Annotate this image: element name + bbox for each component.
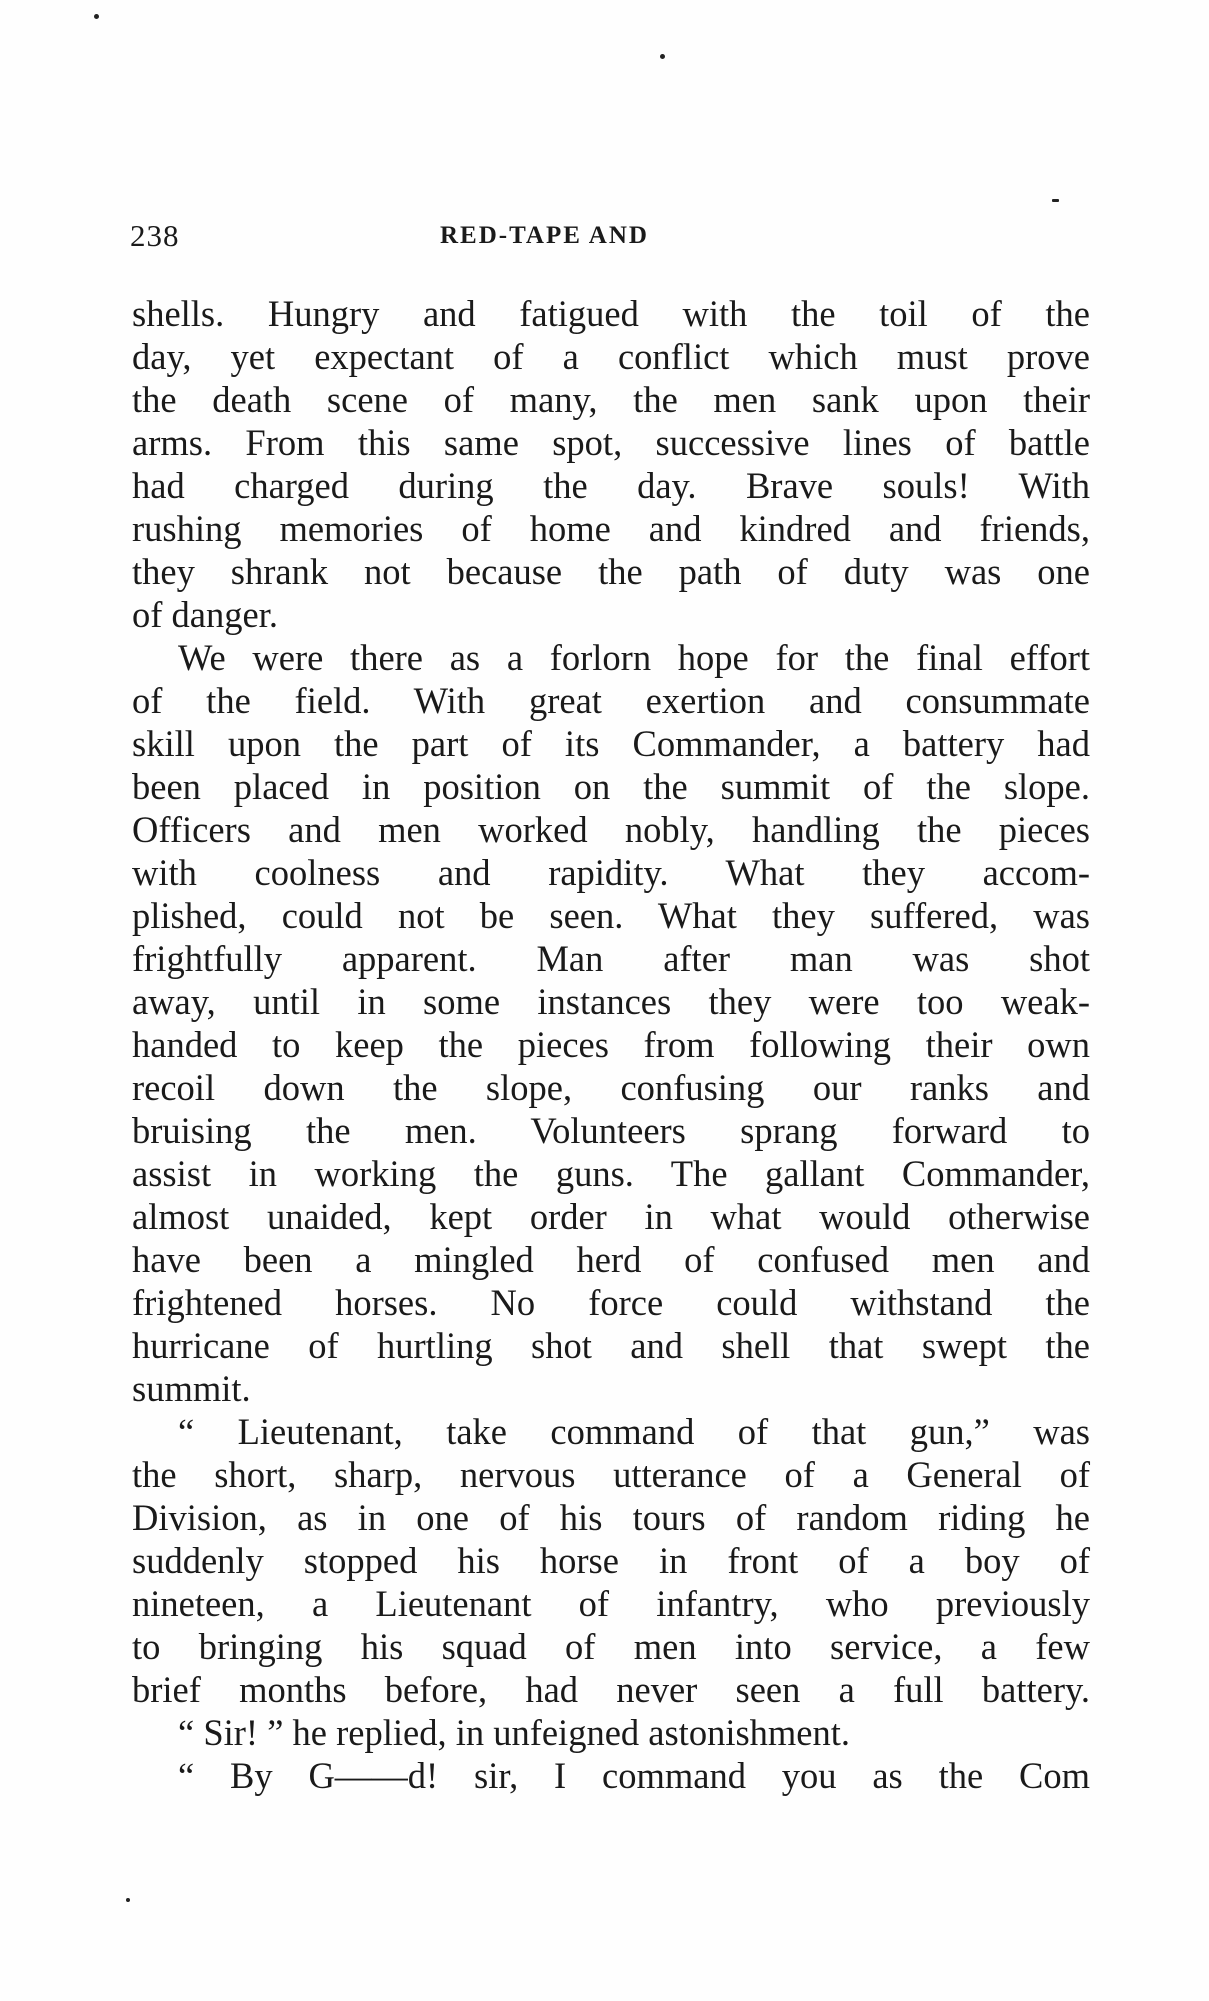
text-line: of the field. With great exertion and consummate: [132, 680, 1090, 721]
text-line: to bringing his squad of men into service, a few: [132, 1626, 1090, 1667]
text-line: summit.: [132, 1368, 251, 1409]
text-line: Division, as in one of his tours of random riding he: [132, 1497, 1090, 1538]
text-line: recoil down the slope, confusing our ranks and: [132, 1067, 1090, 1108]
body-text: [132, 292, 1090, 1797]
text-line: frightfully apparent. Man after man was shot: [132, 938, 1090, 979]
text-line: arms. From this same spot, successive lines of battle: [132, 422, 1090, 463]
text-line: day, yet expectant of a conflict which must prove: [132, 336, 1090, 377]
text-line: plished, could not be seen. What they suffered, was: [132, 895, 1090, 936]
text-line: had charged during the day. Brave souls! With: [132, 465, 1090, 506]
text-line: frightened horses. No force could withstand the: [132, 1282, 1090, 1323]
ink-speck: [660, 54, 665, 59]
text-line: bruising the men. Volunteers sprang forward to: [132, 1110, 1090, 1151]
running-title: RED-TAPE AND: [440, 222, 649, 249]
ink-speck: [94, 14, 99, 19]
text-line: with coolness and rapidity. What they accom-: [132, 852, 1090, 893]
text-line: suddenly stopped his horse in front of a boy of: [132, 1540, 1090, 1581]
ink-speck: [1052, 199, 1059, 202]
text-line: of danger.: [132, 594, 278, 635]
text-line: brief months before, had never seen a full battery.: [132, 1669, 1090, 1710]
text-line: rushing memories of home and kindred and friends,: [132, 508, 1090, 549]
text-line: “ Lieutenant, take command of that gun,” was: [178, 1411, 1090, 1452]
text-line: assist in working the guns. The gallant Commander,: [132, 1153, 1090, 1194]
text-line: handed to keep the pieces from following their own: [132, 1024, 1090, 1065]
text-line: been placed in position on the summit of the slope.: [132, 766, 1090, 807]
text-line: “ Sir! ” he replied, in unfeigned astonishment.: [178, 1712, 851, 1753]
text-line: almost unaided, kept order in what would otherwise: [132, 1196, 1090, 1237]
page-number: 238: [130, 218, 180, 253]
ink-speck: [126, 1898, 130, 1902]
text-line: “ By G——d! sir, I command you as the Com: [178, 1755, 1090, 1796]
text-line: nineteen, a Lieutenant of infantry, who previously: [132, 1583, 1090, 1624]
text-line: shells. Hungry and fatigued with the toil of the: [132, 293, 1090, 334]
text-line: skill upon the part of its Commander, a battery had: [132, 723, 1090, 764]
text-line: they shrank not because the path of duty was one: [132, 551, 1090, 592]
text-line: the short, sharp, nervous utterance of a General of: [132, 1454, 1090, 1495]
text-line: have been a mingled herd of confused men and: [132, 1239, 1090, 1280]
text-line: away, until in some instances they were too weak-: [132, 981, 1090, 1022]
text-line: the death scene of many, the men sank upon their: [132, 379, 1090, 420]
text-line: hurricane of hurtling shot and shell that swept the: [132, 1325, 1090, 1366]
text-line: We were there as a forlorn hope for the final effort: [178, 637, 1090, 678]
text-line: Officers and men worked nobly, handling the pieces: [132, 809, 1090, 850]
